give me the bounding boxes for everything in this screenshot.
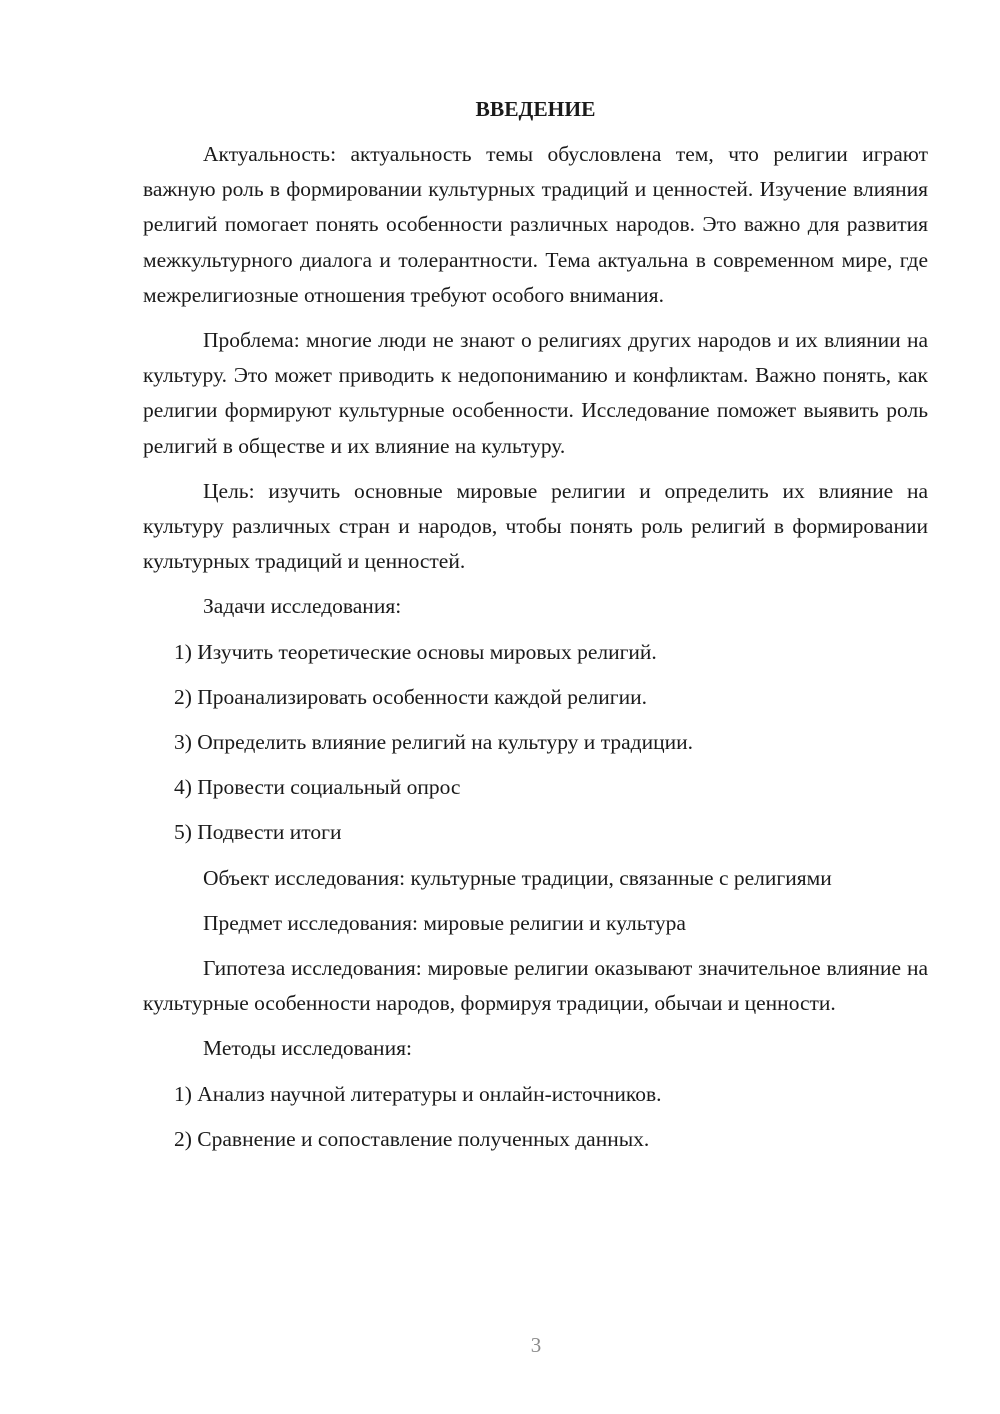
object-paragraph: Объект исследования: культурные традиции, связанные с религиями [203,865,832,890]
methods-heading: Методы исследования: [203,1036,412,1061]
task-item: 4) Провести социальный опрос [174,775,461,800]
document-page [143,92,928,1167]
relevance-paragraph: Актуальность: актуальность темы обусловлена тем, что религии играют важную роль в формировании культурных традиций и ценностей. Изучение влияния религий помогает понять особенности различных народов. Это важно для развития межкультурного диалога и толерантности. Тема актуальна в современном мире, где межрелигиозные отношения требуют особого внимания. [143,142,928,307]
goal-paragraph: Цель: изучить основные мировые религии и определить их влияние на культуру различных стран и народов, чтобы понять роль религий в формировании культурных традиций и ценностей. [143,478,928,574]
task-item: 2) Проанализировать особенности каждой религии. [174,684,647,709]
document-title: ВВЕДЕНИЕ [475,97,596,121]
method-item: 2) Сравнение и сопоставление полученных данных. [174,1126,650,1151]
task-item: 3) Определить влияние религий на культуру и традиции. [174,730,693,755]
task-item: 1) Изучить теоретические основы мировых религий. [174,639,657,664]
subject-paragraph: Предмет исследования: мировые религии и культура [203,910,686,935]
tasks-heading: Задачи исследования: [203,594,402,619]
problem-paragraph: Проблема: многие люди не знают о религиях других народов и их влиянии на культуру. Это может приводить к недопониманию и конфликтам. Важно понять, как религии формируют культурные особенности. Исследование поможет выявить роль религий в обществе и их влияние на культуру. [143,328,928,458]
page-number: 3 [530,1333,542,1357]
task-item: 5) Подвести итоги [174,820,342,845]
hypothesis-paragraph: Гипотеза исследования: мировые религии оказывают значительное влияние на культурные особенности народов, формируя традиции, обычаи и ценности. [143,956,928,1016]
method-item: 1) Анализ научной литературы и онлайн-источников. [174,1081,662,1106]
